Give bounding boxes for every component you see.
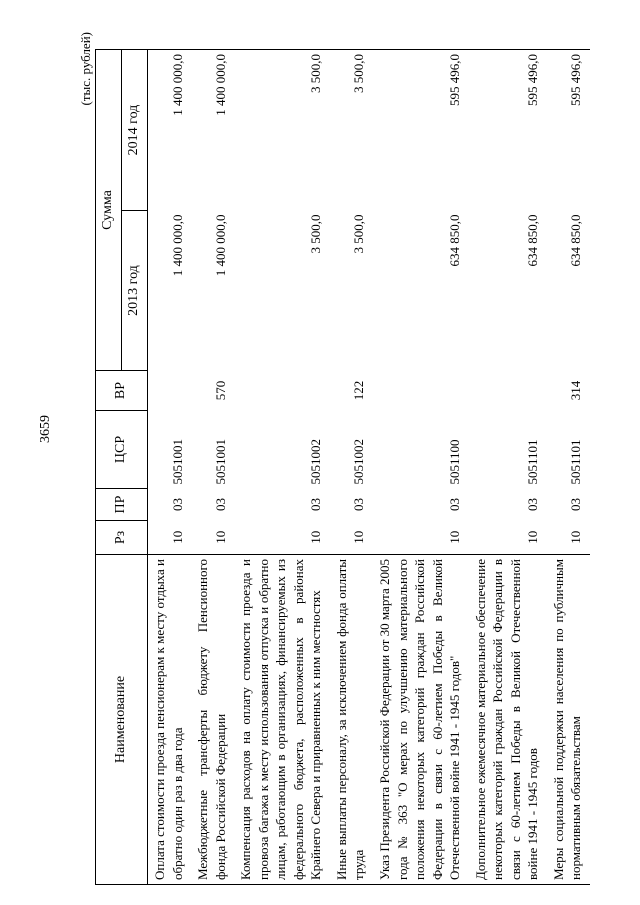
row-vr (234, 371, 330, 411)
row-csr: 5051001 (212, 439, 228, 485)
header-vr: ВР (96, 371, 148, 411)
row-2014: 1 400 000,0 (191, 50, 234, 211)
row-rz: 10 (169, 530, 185, 544)
header-rz: Рз (96, 521, 148, 555)
row-2014: 3 500,0 (330, 50, 373, 211)
row-pr: 03 (351, 498, 367, 511)
row-2014: 595 496,0 (373, 50, 469, 211)
header-sum: Сумма (96, 50, 122, 371)
row-pr: 03 (568, 498, 584, 511)
row-2013: 3 500,0 (308, 214, 324, 254)
row-2013: 1 400 000,0 (169, 214, 185, 277)
row-2014: 595 496,0 (469, 50, 547, 211)
row-vr (148, 371, 192, 411)
row-vr: 314 (568, 380, 584, 401)
row-vr: 570 (212, 380, 228, 401)
unit-note: (тыс. рублей) (78, 32, 93, 106)
table-header (96, 50, 148, 885)
row-rz: 10 (525, 530, 541, 544)
table-row (469, 50, 547, 885)
table-row (234, 50, 330, 885)
row-rz: 10 (212, 530, 228, 544)
table-row (148, 50, 192, 885)
row-2014: 3 500,0 (234, 50, 330, 211)
row-2014: 1 400 000,0 (148, 50, 192, 211)
row-name: Меры социальной поддержки населения по публичным нормативным обязательствам (547, 555, 590, 885)
row-name: Компенсация расходов на оплату стоимости проезда и провоза багажа к месту использования отпуска и обратно лицам, работающим в организациях, финансируемых из федерального бюджета, расположенных в районах Крайнего Севера и приравненных к ним местностях (234, 555, 330, 885)
row-rz: 10 (568, 530, 584, 544)
row-name: Указ Президента Российской Федерации от 30 марта 2005 года № 363 "О мерах по улучшению материального положения некоторых категорий граждан Российской Федерации в связи с 60-летием Победы в Великой Отечественной войне 1941 - 1945 годов" (373, 555, 469, 885)
header-2013: 2013 год (122, 211, 148, 371)
row-pr: 03 (525, 498, 541, 511)
row-csr: 5051002 (351, 439, 367, 485)
row-pr: 03 (212, 498, 228, 511)
row-name: Иные выплаты персоналу, за исключением фонда оплаты труда (330, 555, 373, 885)
row-vr (373, 371, 469, 411)
table-row (330, 50, 373, 885)
budget-table (95, 49, 590, 885)
row-csr: 5051001 (169, 439, 185, 485)
header-csr: ЦСР (96, 411, 148, 489)
row-vr (469, 371, 547, 411)
row-name: Оплата стоимости проезда пенсионерам к месту отдыха и обратно один раз в два года (148, 555, 192, 885)
table-row (547, 50, 590, 885)
table-row (191, 50, 234, 885)
row-name: Дополнительное ежемесячное материальное обеспечение некоторых категорий граждан Российской Федерации в связи с 60-летием Победы в Великой Отечественной войне 1941 - 1945 годов (469, 555, 547, 885)
row-csr: 5051100 (447, 439, 463, 485)
row-pr: 03 (447, 498, 463, 511)
row-2013: 634 850,0 (447, 214, 463, 267)
row-csr: 5051002 (308, 439, 324, 485)
table-row (373, 50, 469, 885)
header-pr: ПР (96, 489, 148, 521)
row-2013: 1 400 000,0 (212, 214, 228, 277)
row-pr: 03 (308, 498, 324, 511)
row-2014: 595 496,0 (547, 50, 590, 211)
row-vr: 122 (351, 380, 367, 401)
row-rz: 10 (308, 530, 324, 544)
header-2014: 2014 год (122, 50, 148, 211)
row-2013: 634 850,0 (568, 214, 584, 267)
header-name: Наименование (96, 555, 148, 885)
row-name: Межбюджетные трансферты бюджету Пенсионного фонда Российской Федерации (191, 555, 234, 885)
row-pr: 03 (169, 498, 185, 511)
row-csr: 5051101 (525, 439, 541, 485)
row-2013: 634 850,0 (525, 214, 541, 267)
page-number: 3659 (38, 415, 53, 443)
row-csr: 5051101 (568, 439, 584, 485)
row-rz: 10 (351, 530, 367, 544)
row-rz: 10 (447, 530, 463, 544)
row-2013: 3 500,0 (351, 214, 367, 254)
